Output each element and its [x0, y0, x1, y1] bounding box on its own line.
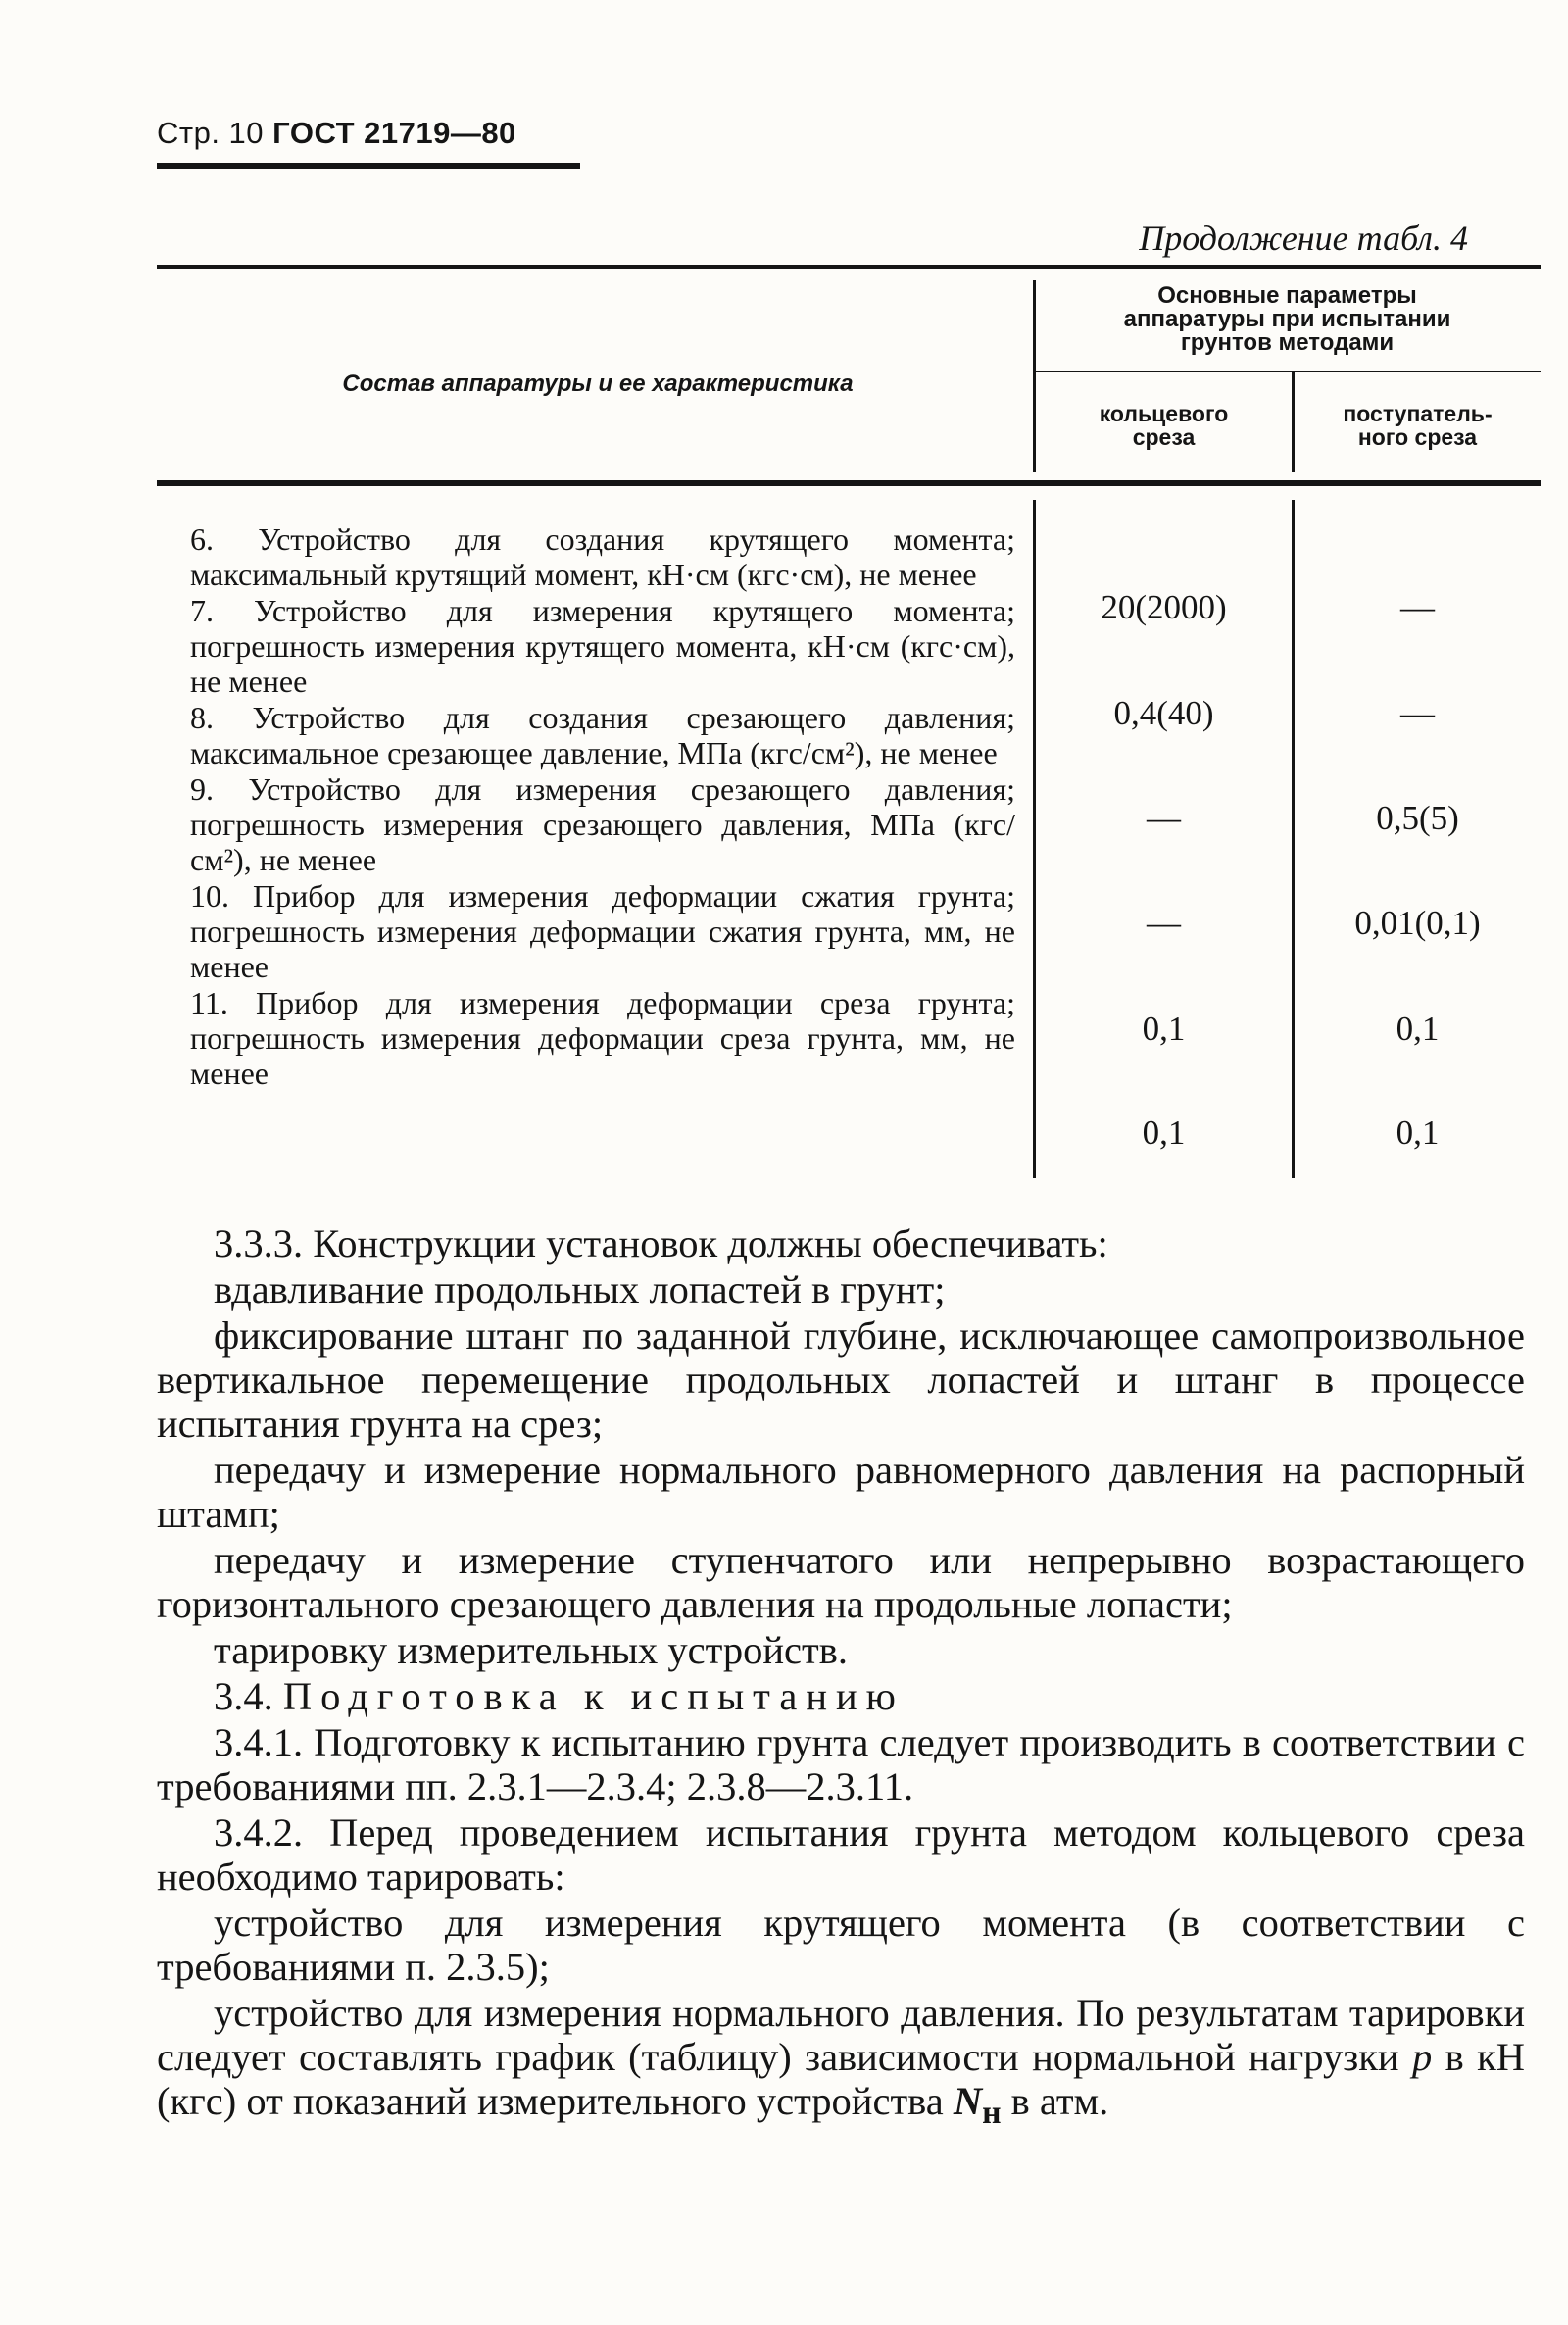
value-ring-shear: 0,1	[1142, 1010, 1186, 1048]
section-number: 3.4.	[214, 1674, 273, 1718]
table-row-desc: 8. Устройство для создания срезающего давления; максимальное срезающее давление, МПа (кгс/см²), не менее	[190, 700, 1015, 770]
group-divider	[1034, 371, 1541, 372]
column-header-line: ного среза	[1357, 424, 1478, 450]
parameters-table	[157, 265, 1541, 1186]
column-group-header	[1034, 284, 1541, 355]
paragraph: устройство для измерения крутящего момента (в соответствии с требованиями п. 2.3.5);	[157, 1901, 1525, 1989]
paragraph: передачу и измерение нормального равномерного давления на распорный штамп;	[157, 1448, 1525, 1536]
paragraph: 3.4.1. Подготовку к испытанию грунта следует производить в соответствии с требованиями пп. 2.3.1—2.3.4; 2.3.8—2.3.11.	[157, 1720, 1525, 1808]
standard-number: ГОСТ 21719—80	[272, 116, 516, 150]
page-number: Стр. 10	[157, 116, 265, 150]
body-text	[157, 1221, 1525, 2137]
paragraph	[157, 1991, 1525, 2135]
symbol-n-subscript: н	[982, 2095, 1002, 2132]
paragraph: вдавливание продольных лопастей в грунт;	[214, 1267, 946, 1311]
table-row-desc: 11. Прибор для измерения деформации среза грунта; погрешность измерения деформации среза грунта, мм, не менее	[190, 985, 1015, 1091]
paragraph: 3.3.3. Конструкции установок должны обеспечивать:	[214, 1221, 1108, 1265]
paragraph-text: устройство для измерения нормального давления. По результатам тарировки следует составлять график (таблицу) зависимости нормальной нагрузки	[157, 1991, 1525, 2079]
value-translational-shear: —	[1400, 694, 1435, 732]
page-header	[157, 116, 516, 151]
column-header-composition: Состав аппаратуры и ее характеристика	[342, 371, 854, 397]
value-translational-shear: 0,1	[1396, 1010, 1440, 1048]
paragraph-text: в атм.	[1010, 2079, 1109, 2123]
table-row-desc: 10. Прибор для измерения деформации сжатия грунта; погрешность измерения деформации сжатия грунта, мм, не менее	[190, 878, 1015, 984]
symbol-p: p	[1411, 2035, 1433, 2079]
column-header-line: поступатель-	[1343, 401, 1493, 426]
table-row-desc: 9. Устройство для измерения срезающего давления; погрешность измерения срезающего давления, МПа (кгс/см²), не менее	[190, 771, 1015, 877]
column-header-ring-shear	[1036, 402, 1292, 449]
paragraph: 3.4.2. Перед проведением испытания грунта методом кольцевого среза необходимо тарировать:	[157, 1810, 1525, 1899]
paragraph: тарировку измерительных устройств.	[214, 1628, 848, 1672]
paragraph-text: в кН (кгс) от показаний измерительного устройства	[157, 2035, 1525, 2123]
header-rule	[157, 163, 580, 169]
value-ring-shear: 20(2000)	[1101, 588, 1227, 626]
column-header-line: среза	[1132, 424, 1196, 450]
value-translational-shear: 0,1	[1396, 1113, 1440, 1152]
column-header-line: кольцевого	[1099, 401, 1229, 426]
table-header-rule	[157, 480, 1541, 486]
column-header-translational-shear	[1295, 402, 1541, 449]
value-ring-shear: 0,1	[1142, 1113, 1186, 1152]
value-translational-shear: 0,5(5)	[1376, 799, 1459, 837]
section-heading	[157, 1674, 1525, 1718]
paragraph: передачу и измерение ступенчатого или непрерывно возрастающего горизонтального срезающего давления на продольные лопасти;	[157, 1538, 1525, 1626]
table-row-desc: 7. Устройство для измерения крутящего момента; погрешность измерения крутящего момента, кН·см (кгс·см), не менее	[190, 593, 1015, 699]
value-translational-shear: 0,01(0,1)	[1354, 904, 1481, 942]
symbol-n: N	[953, 2079, 983, 2123]
value-ring-shear: —	[1147, 799, 1181, 837]
value-ring-shear: 0,4(40)	[1113, 694, 1214, 732]
table-top-rule	[157, 265, 1541, 269]
group-header-line: Основные параметры	[1157, 282, 1417, 309]
section-title: Подготовка к испытанию	[282, 1674, 905, 1718]
table-row-desc: 6. Устройство для создания крутящего момента; максимальный крутящий момент, кН·см (кгс·см), не менее	[190, 521, 1015, 592]
table-caption: Продолжение табл. 4	[1139, 219, 1468, 258]
group-header-line: грунтов методами	[1180, 329, 1395, 356]
value-ring-shear: —	[1147, 904, 1181, 942]
paragraph: фиксирование штанг по заданной глубине, исключающее самопроизвольное вертикальное перемещение продольных лопастей и штанг в процессе испытания грунта на срез;	[157, 1313, 1525, 1446]
group-header-line: аппаратуры при испытании	[1123, 306, 1451, 332]
value-translational-shear: —	[1400, 588, 1435, 626]
table-body	[190, 521, 1015, 1091]
